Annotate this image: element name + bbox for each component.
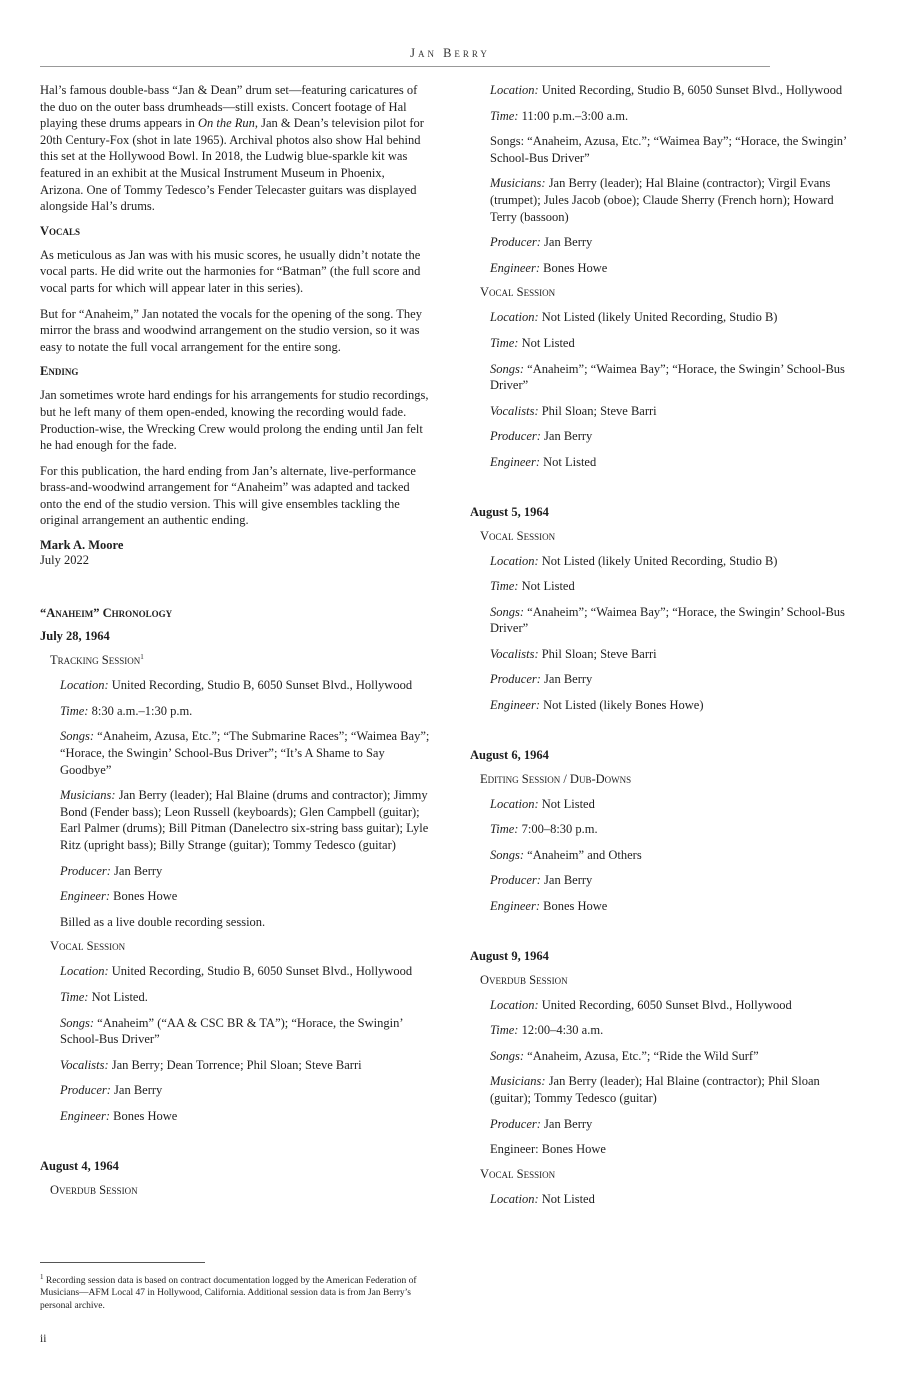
ending-heading: Ending — [40, 364, 79, 379]
session-musicians: Musicians: Jan Berry (leader); Hal Blaine (drums and contractor); Jimmy Bond (Fender bass); Leon Russell (keyboards); Glen Campbell (guitar); Earl Palmer (drums); Bill Pitman (Danelectro six-string bass guitar); Lyle Ritz (upright bass); Billy Strange (guitar); Tommy Tedesco (guitar) — [60, 788, 429, 852]
session-date: August 4, 1964 — [40, 1158, 119, 1173]
footnote-rule — [40, 1262, 205, 1263]
session-type: Tracking Session$^1$ — [50, 653, 144, 668]
session-songs: Songs: “Anaheim” (“AA & CSC BR & TA”); “Horace, the Swingin’ School-Bus Driver” — [60, 1015, 403, 1047]
session-producer: Producer: Jan Berry — [490, 429, 593, 444]
session-type: Editing Session / Dub-Downs — [480, 771, 632, 786]
session-time: Time: 12:00–4:30 a.m. — [490, 1023, 604, 1038]
session-time: Time: 11:00 p.m.–3:00 a.m. — [490, 108, 629, 123]
session-date: August 6, 1964 — [470, 747, 549, 762]
vocals-paragraph-2: But for “Anaheim,” Jan notated the vocals for the opening of the song. They mirror the brass and woodwind arrangement on the studio version, so it was easy to notate the full vocal arrangement for the entire song. — [40, 306, 422, 354]
vocals-paragraph-1: As meticulous as Jan was with his music scores, he usually didn’t notate the vocal parts. He did write out the harmonies for “Batman” (the full score and vocal parts for which will appear later in this series). — [40, 247, 421, 295]
session-vocalists: Vocalists: Phil Sloan; Steve Barri — [490, 403, 657, 418]
page-number: ii — [40, 1333, 47, 1345]
session-time: Time: Not Listed — [490, 335, 575, 350]
session-producer: Producer: Jan Berry — [490, 873, 593, 888]
session-engineer: Engineer: Bones Howe — [60, 1108, 178, 1123]
session-time: Time: Not Listed. — [60, 989, 148, 1004]
session-vocalists: Vocalists: Phil Sloan; Steve Barri — [490, 646, 657, 661]
session-location: Location: Not Listed (likely United Recording, Studio B) — [490, 310, 778, 325]
session-musicians: Musicians: Jan Berry (leader); Hal Blaine (contractor); Phil Sloan (guitar); Tommy Tedesco (guitar) — [490, 1074, 820, 1105]
drum-set-paragraph: Hal’s famous double-bass “Jan & Dean” drum set—featuring caricatures of the duo on the outer bass drumheads—still exists. Concert footage of Hal playing these drums appears in On the Run, Jan & Dean’s television pilot for 20th Century-Fox (shot in late 1965). Archival photos also show Hal behind this set at the Hollywood Bowl. In 2018, the Ludwig blue-sparkle kit was featured in an exhibit at the Musical Instrument Museum in Phoenix, Arizona. One of Tommy Tedesco’s Fender Telecaster guitars was displayed alongside Hal’s drums. — [40, 83, 424, 214]
session-type: Vocal Session — [480, 528, 556, 543]
session-location: Location: Not Listed (likely United Recording, Studio B) — [490, 553, 778, 568]
session-songs: Songs: “Anaheim”; “Waimea Bay”; “Horace, the Swingin’ School-Bus Driver” — [490, 604, 845, 636]
session-note: Billed as a live double recording session. — [60, 914, 266, 929]
session-engineer: Engineer: Bones Howe — [490, 1142, 606, 1157]
running-header: Jan Berry — [410, 46, 490, 60]
session-location: Location: United Recording, Studio B, 6050 Sunset Blvd., Hollywood — [60, 964, 413, 979]
ending-paragraph-2: For this publication, the hard ending from Jan’s alternate, live-performance brass-and-woodwind arrangement for “Anaheim” was adapted and tacked onto the end of the studio version. This will give ensembles tackling the original arrangement an authentic ending. — [40, 463, 416, 528]
session-producer: Producer: Jan Berry — [60, 1083, 163, 1098]
right-column — [470, 82, 860, 1216]
footnote-ref: 1 — [140, 653, 144, 662]
ending-paragraph-1: Jan sometimes wrote hard endings for his arrangements for studio recordings, but he left many of them open-ended, knowing the recording would fade. Production-wise, the Wrecking Crew would prolong the ending until Jan felt he had enough for the fade. — [40, 388, 429, 453]
session-producer: Producer: Jan Berry — [490, 672, 593, 687]
session-songs: Songs: “Anaheim”; “Waimea Bay”; “Horace, the Swingin’ School-Bus Driver” — [490, 361, 845, 393]
session-type: Overdub Session — [50, 1182, 138, 1197]
session-engineer: Engineer: Not Listed (likely Bones Howe) — [490, 698, 704, 713]
session-date: August 5, 1964 — [470, 504, 549, 519]
session-vocalists: Vocalists: Jan Berry; Dean Torrence; Phil Sloan; Steve Barri — [60, 1057, 362, 1072]
session-songs: Songs: “Anaheim, Azusa, Etc.”; “Waimea Bay”; “Horace, the Swingin’ School-Bus Driver” — [490, 134, 847, 165]
chronology-heading: “Anaheim” Chronology — [40, 606, 173, 621]
session-engineer: Engineer: Bones Howe — [490, 260, 608, 275]
session-location: Location: Not Listed — [490, 1191, 595, 1206]
header-rule — [40, 66, 770, 67]
session-location: Location: United Recording, Studio B, 6050 Sunset Blvd., Hollywood — [60, 678, 413, 693]
session-location: Location: United Recording, 6050 Sunset Blvd., Hollywood — [490, 997, 792, 1012]
session-producer: Producer: Jan Berry — [490, 1116, 593, 1131]
session-date: July 28, 1964 — [40, 629, 110, 644]
vocals-heading: Vocals — [40, 223, 81, 238]
author-date: July 2022 — [40, 553, 89, 568]
footnote: $^1$ Recording session data is based on contract documentation logged by the American Federation of Musicians—AFM Local 47 in Hollywood, California. Additional session data is from Jan Berry’s personal archive. — [40, 1273, 417, 1311]
left-column — [40, 82, 430, 1207]
author-name: Mark A. Moore — [40, 538, 124, 553]
session-engineer: Engineer: Bones Howe — [60, 889, 178, 904]
session-musicians: Musicians: Jan Berry (leader); Hal Blaine (contractor); Virgil Evans (trumpet); Jules Jacob (oboe); Claude Sherry (French horn); Howard Terry (bassoon) — [490, 176, 834, 224]
session-engineer: Engineer: Not Listed — [490, 454, 597, 469]
session-date: August 9, 1964 — [470, 948, 549, 963]
session-producer: Producer: Jan Berry — [490, 235, 593, 250]
session-type: Vocal Session — [50, 939, 126, 954]
session-time: Time: 7:00–8:30 p.m. — [490, 822, 598, 837]
session-location: Location: United Recording, Studio B, 6050 Sunset Blvd., Hollywood — [490, 83, 843, 97]
session-songs: Songs: “Anaheim, Azusa, Etc.”; “Ride the Wild Surf” — [490, 1048, 759, 1063]
session-type: Vocal Session — [480, 285, 556, 300]
session-engineer: Engineer: Bones Howe — [490, 899, 608, 914]
session-type: Vocal Session — [480, 1166, 556, 1181]
session-location: Location: Not Listed — [490, 796, 595, 811]
session-songs: Songs: “Anaheim” and Others — [490, 847, 642, 862]
session-songs: Songs: “Anaheim, Azusa, Etc.”; “The Submarine Races”; “Waimea Bay”; “Horace, the Swingin’ School-Bus Driver”; “It’s A Shame to Say Goodbye” — [60, 729, 430, 777]
session-time: Time: 8:30 a.m.–1:30 p.m. — [60, 703, 193, 718]
session-producer: Producer: Jan Berry — [60, 863, 163, 878]
session-time: Time: Not Listed — [490, 579, 575, 594]
session-type: Overdub Session — [480, 972, 568, 987]
